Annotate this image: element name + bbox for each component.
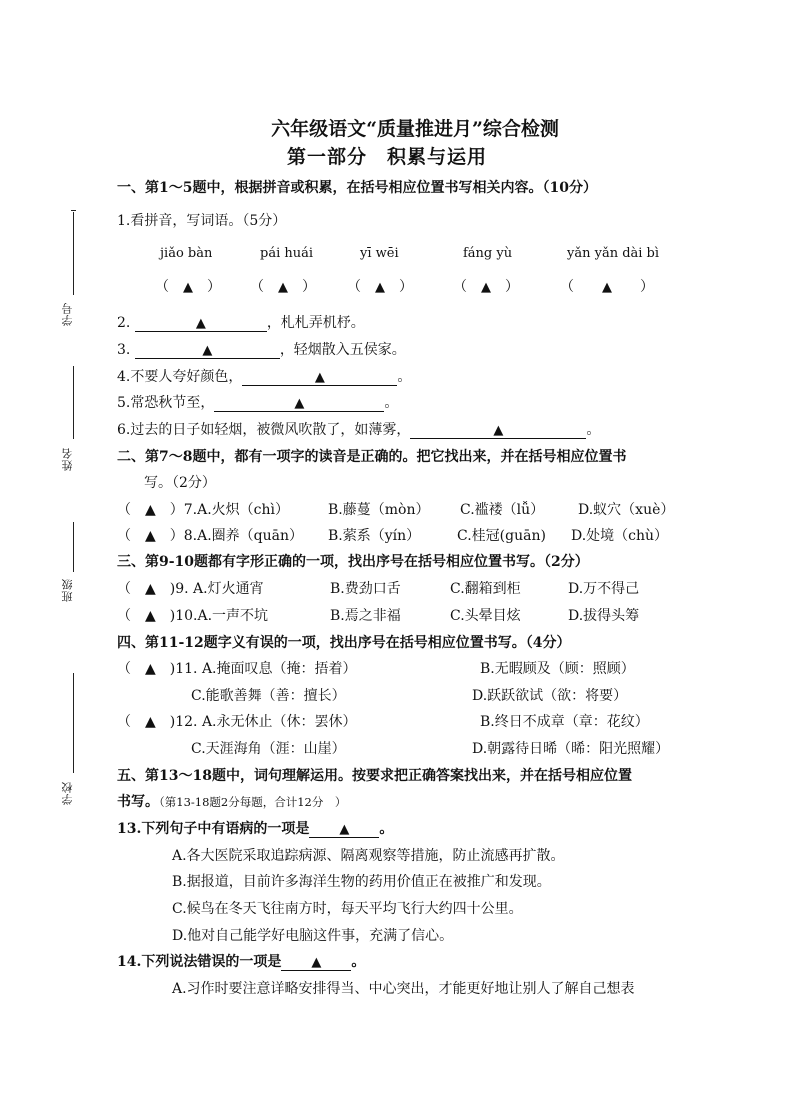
question-10-c: C.头晕目炫 bbox=[450, 608, 521, 624]
question-13-option-a: A.各大医院采取追踪病源、隔离观察等措施，防止流感再扩散。 bbox=[172, 848, 565, 864]
question-14 bbox=[117, 951, 365, 971]
answer-blank-5[interactable] bbox=[214, 395, 384, 412]
section-1-header: 一、第1～5题中，根据拼音或积累，在括号相应位置书写相关内容。（10分） bbox=[117, 180, 597, 196]
question-13-option-d: D.他对自己能学好电脑这件事，充满了信心。 bbox=[172, 928, 454, 944]
section-5-header-text: 书写。 bbox=[117, 794, 159, 810]
margin-line-xingming bbox=[73, 366, 74, 439]
question-4 bbox=[117, 366, 411, 386]
question-4-end: 。 bbox=[397, 369, 412, 385]
pinyin-2: pái huái bbox=[260, 246, 314, 261]
question-9: （ ▲ )9. A.灯火通宵 bbox=[117, 581, 264, 597]
pinyin-3: yī wēi bbox=[360, 246, 399, 261]
section-5-header-cont bbox=[117, 791, 346, 811]
answer-marker: ▲ bbox=[202, 343, 213, 358]
answer-marker: ▲ bbox=[195, 316, 206, 331]
question-11-c: C.能歌善舞（善：擅长） bbox=[191, 688, 346, 704]
answer-blank-2[interactable] bbox=[135, 315, 267, 332]
margin-tick bbox=[71, 210, 76, 211]
question-11-d: D.跃跃欲试（欲：将要） bbox=[472, 688, 628, 704]
question-10-d: D.拔得头筹 bbox=[568, 608, 640, 624]
pinyin-5: yǎn yǎn dài bì bbox=[567, 246, 660, 261]
margin-label-xuexiao: 学校 bbox=[61, 781, 74, 805]
question-7-c: C.褴褛（lǚ） bbox=[460, 502, 545, 518]
answer-slot-5[interactable]: （ ▲ ） bbox=[560, 279, 654, 295]
margin-line-xuexiao bbox=[73, 673, 74, 773]
question-6-end: 。 bbox=[586, 422, 601, 438]
question-8: （ ▲ ）8.A.圈养（quān） bbox=[117, 528, 304, 544]
question-3-text: ，轻烟散入五侯家。 bbox=[279, 342, 406, 358]
answer-marker: ▲ bbox=[278, 280, 288, 295]
margin-label-xuehao: 学号 bbox=[61, 302, 74, 326]
page-subtitle: 第一部分 积累与运用 bbox=[287, 146, 488, 168]
question-5-end: 。 bbox=[384, 395, 399, 411]
answer-marker: ▲ bbox=[311, 955, 322, 970]
question-12-d: D.朝露待日晞（晞：阳光照耀） bbox=[472, 741, 670, 757]
question-12: （ ▲ )12. A.永无休止（休：罢休） bbox=[117, 714, 357, 730]
question-7-d: D.蚁穴（xuè） bbox=[578, 502, 675, 518]
question-5 bbox=[117, 392, 398, 412]
question-4-text: 4.不要人夸好颜色， bbox=[117, 369, 243, 385]
section-2-header: 二、第7～8题中，都有一项字的读音是正确的。把它找出来，并在括号相应位置书 bbox=[117, 449, 627, 465]
answer-slot-3[interactable]: （ ▲ ） bbox=[347, 279, 413, 295]
question-2-text: ，札札弄机杼。 bbox=[266, 315, 365, 331]
question-6-text: 6.过去的日子如轻烟，被微风吹散了，如薄雾， bbox=[117, 422, 411, 438]
question-3-number: 3. bbox=[117, 342, 135, 358]
question-13 bbox=[117, 818, 393, 838]
section-3-header: 三、第9-10题都有字形正确的一项，找出序号在括号相应位置书写。（2分） bbox=[117, 554, 589, 570]
section-4-header: 四、第11-12题字义有误的一项，找出序号在括号相应位置书写。（4分） bbox=[117, 635, 571, 651]
answer-slot-2[interactable]: （ ▲ ） bbox=[250, 279, 316, 295]
answer-slot-4[interactable]: （ ▲ ） bbox=[453, 279, 519, 295]
answer-blank-6[interactable] bbox=[410, 422, 586, 439]
question-9-c: C.翻箱到柜 bbox=[450, 581, 521, 597]
question-8-d: D.处境（chù） bbox=[571, 528, 669, 544]
question-13-option-b: B.据报道，目前许多海洋生物的药用价值正在被推广和发现。 bbox=[172, 874, 551, 890]
answer-marker: ▲ bbox=[294, 396, 305, 411]
question-10-b: B.焉之非福 bbox=[330, 608, 401, 624]
section-5-score-note: （第13-18题2分每题，合计12分 ） bbox=[159, 795, 347, 809]
question-13-text: 13.下列句子中有语病的一项是 bbox=[117, 821, 310, 837]
answer-marker: ▲ bbox=[375, 280, 385, 295]
question-12-c: C.天涯海角（涯：山崖） bbox=[191, 741, 346, 757]
margin-line-xuehao bbox=[73, 212, 74, 295]
answer-blank-14[interactable] bbox=[281, 954, 351, 971]
answer-blank-3[interactable] bbox=[135, 342, 280, 359]
question-13-option-c: C.候鸟在冬天飞往南方时，每天平均飞行大约四十公里。 bbox=[172, 901, 523, 917]
answer-marker: ▲ bbox=[314, 370, 325, 385]
answer-marker: ▲ bbox=[602, 280, 612, 295]
question-2 bbox=[117, 312, 365, 332]
answer-marker: ▲ bbox=[481, 280, 491, 295]
answer-slot-1[interactable]: （ ▲ ） bbox=[155, 279, 221, 295]
answer-blank-4[interactable] bbox=[242, 369, 397, 386]
answer-marker: ▲ bbox=[493, 423, 504, 438]
question-2-number: 2. bbox=[117, 315, 135, 331]
question-14-end: 。 bbox=[351, 954, 366, 970]
question-10: （ ▲ )10.A.一声不坑 bbox=[117, 608, 269, 624]
margin-label-banji: 班级 bbox=[61, 578, 74, 602]
margin-label-xingming: 姓名 bbox=[61, 447, 74, 471]
question-6 bbox=[117, 419, 600, 439]
question-14-option-a: A.习作时要注意详略安排得当、中心突出，才能更好地让别人了解自己想表 bbox=[172, 981, 635, 997]
question-1-label: 1.看拼音，写词语。（5分） bbox=[117, 213, 287, 229]
question-5-text: 5.常恐秋节至， bbox=[117, 395, 215, 411]
question-11: （ ▲ )11. A.掩面叹息（掩：捂着） bbox=[117, 661, 357, 677]
question-9-d: D.万不得己 bbox=[568, 581, 640, 597]
question-3 bbox=[117, 339, 406, 359]
answer-blank-13[interactable] bbox=[309, 821, 379, 838]
margin-line-banji bbox=[73, 522, 74, 572]
section-2-header-cont: 写。（2分） bbox=[144, 475, 216, 491]
question-14-text: 14.下列说法错误的一项是 bbox=[117, 954, 282, 970]
question-8-b: B.萦系（yín） bbox=[328, 528, 421, 544]
question-12-b: B.终日不成章（章：花纹） bbox=[480, 714, 649, 730]
answer-marker: ▲ bbox=[339, 822, 350, 837]
question-7-b: B.藤蔓（mòn） bbox=[328, 502, 430, 518]
section-5-header: 五、第13～18题中，词句理解运用。按要求把正确答案找出来，并在括号相应位置 bbox=[117, 768, 632, 784]
answer-marker: ▲ bbox=[183, 280, 193, 295]
question-7: （ ▲ ）7.A.火炽（chì） bbox=[117, 502, 290, 518]
question-8-c: C.桂冠(guān) bbox=[457, 528, 546, 544]
pinyin-4: fáng yù bbox=[463, 246, 513, 261]
pinyin-1: jiǎo bàn bbox=[160, 246, 213, 261]
question-13-end: 。 bbox=[379, 821, 394, 837]
page-title: 六年级语文“质量推进月”综合检测 bbox=[271, 118, 559, 140]
question-11-b: B.无暇顾及（顾：照顾） bbox=[480, 661, 635, 677]
question-9-b: B.费劲口舌 bbox=[330, 581, 401, 597]
